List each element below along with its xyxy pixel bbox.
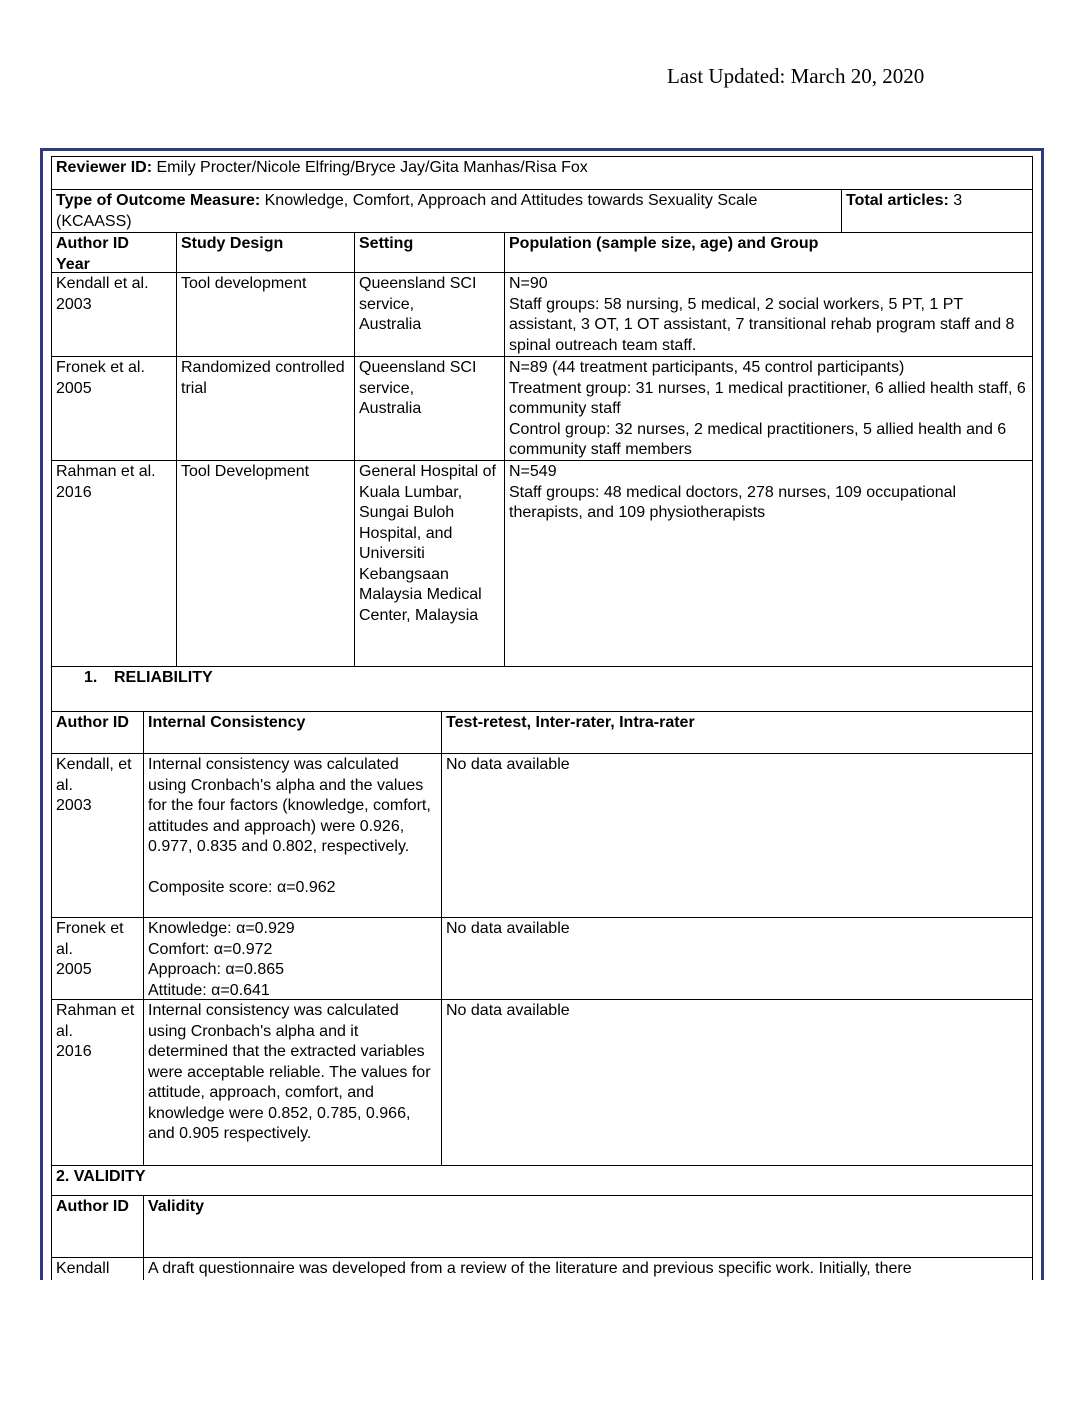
col-header-study-design: Study Design <box>176 232 354 272</box>
col-header-author-year: Author ID Year <box>51 232 176 272</box>
study-header-row <box>51 232 1033 272</box>
col-header-test-retest: Test-retest, Inter-rater, Intra-rater <box>441 711 1033 753</box>
author-id-cell: Rahman et al. 2016 <box>51 999 143 1165</box>
outcome-type-label: Type of Outcome Measure: <box>56 192 261 209</box>
setting-cell: Queensland SCI service, Australia <box>354 272 504 356</box>
setting-cell: General Hospital of Kuala Lumbar, Sungai Buloh Hospital, and Universiti Kebangsaan Malaysia Medical Center, Malaysia <box>354 460 504 666</box>
last-updated: Last Updated: March 20, 2020 <box>667 64 925 88</box>
validity-heading: 2. VALIDITY <box>51 1165 1033 1195</box>
col-header-author-id: Author ID <box>51 1195 143 1257</box>
population-cell: N=89 (44 treatment participants, 45 control participants) Treatment group: 31 nurses, 1 medical practitioner, 6 allied health staff, 6 community staff Control group: 32 nurses, 2 medical practitioners, 5 allied health and 6 community staff members <box>504 356 1033 460</box>
table-row <box>51 917 1033 999</box>
study-design-cell: Tool development <box>176 272 354 356</box>
reliability-title: RELIABILITY <box>114 669 213 686</box>
internal-consistency-cell: Internal consistency was calculated using Cronbach's alpha and the values for the four factors (knowledge, comfort, attitudes and approach) were 0.926, 0.977, 0.835 and 0.802, respectively. Composite score: α=0.962 <box>143 753 441 917</box>
validity-section-row <box>51 1165 1033 1195</box>
reviewer-row <box>51 156 1033 189</box>
col-header-internal-consistency: Internal Consistency <box>143 711 441 753</box>
total-articles-label: Total articles: <box>846 192 949 209</box>
author-year-cell: Rahman et al. 2016 <box>51 460 176 666</box>
reliability-section-row <box>51 666 1033 711</box>
table-row <box>51 272 1033 356</box>
test-retest-cell: No data available <box>441 753 1033 917</box>
table-row <box>51 1257 1033 1280</box>
col-header-population: Population (sample size, age) and Group <box>504 232 1033 272</box>
outcome-measure-table <box>40 148 1044 1280</box>
outcome-type-value: Knowledge, Comfort, Approach and Attitudes towards Sexuality Scale (KCAASS) <box>56 192 758 230</box>
col-header-setting: Setting <box>354 232 504 272</box>
col-header-author-id: Author ID <box>51 711 143 753</box>
table-row <box>51 753 1033 917</box>
author-id-cell: Kendall <box>51 1257 143 1280</box>
total-articles-value: 3 <box>948 192 963 209</box>
population-cell: N=549 Staff groups: 48 medical doctors, 278 nurses, 109 occupational therapists, and 109 physiotherapists <box>504 460 1033 666</box>
col-header-validity: Validity <box>143 1195 1033 1257</box>
test-retest-cell: No data available <box>441 999 1033 1165</box>
test-retest-cell: No data available <box>441 917 1033 999</box>
population-cell: N=90 Staff groups: 58 nursing, 5 medical, 2 social workers, 5 PT, 1 PT assistant, 3 OT, 1 OT assistant, 7 transitional rehab program staff and 8 spinal outreach team staff. <box>504 272 1033 356</box>
author-year-cell: Kendall et al. 2003 <box>51 272 176 356</box>
study-design-cell: Tool Development <box>176 460 354 666</box>
reliability-header-row <box>51 711 1033 753</box>
outcome-type-row <box>51 189 1033 232</box>
validity-cell: A draft questionnaire was developed from a review of the literature and previous specific work. Initially, there <box>143 1257 1033 1280</box>
validity-header-row <box>51 1195 1033 1257</box>
author-id-cell: Kendall, et al. 2003 <box>51 753 143 917</box>
author-id-cell: Fronek et al. 2005 <box>51 917 143 999</box>
table-row <box>51 460 1033 666</box>
internal-consistency-cell: Internal consistency was calculated using Cronbach's alpha and it determined that the extracted variables were acceptable reliable. The values for attitude, approach, comfort, and knowledge were 0.852, 0.785, 0.966, and 0.905 respectively. <box>143 999 441 1165</box>
reliability-number: 1. <box>84 669 98 686</box>
author-year-cell: Fronek et al. 2005 <box>51 356 176 460</box>
study-design-cell: Randomized controlled trial <box>176 356 354 460</box>
reviewer-value: Emily Procter/Nicole Elfring/Bryce Jay/Gita Manhas/Risa Fox <box>152 159 588 176</box>
reliability-heading <box>51 666 1033 711</box>
table-row <box>51 356 1033 460</box>
reviewer-label: Reviewer ID: <box>56 159 153 176</box>
setting-cell: Queensland SCI service, Australia <box>354 356 504 460</box>
table-row <box>51 999 1033 1165</box>
internal-consistency-cell: Knowledge: α=0.929 Comfort: α=0.972 Approach: α=0.865 Attitude: α=0.641 <box>143 917 441 999</box>
